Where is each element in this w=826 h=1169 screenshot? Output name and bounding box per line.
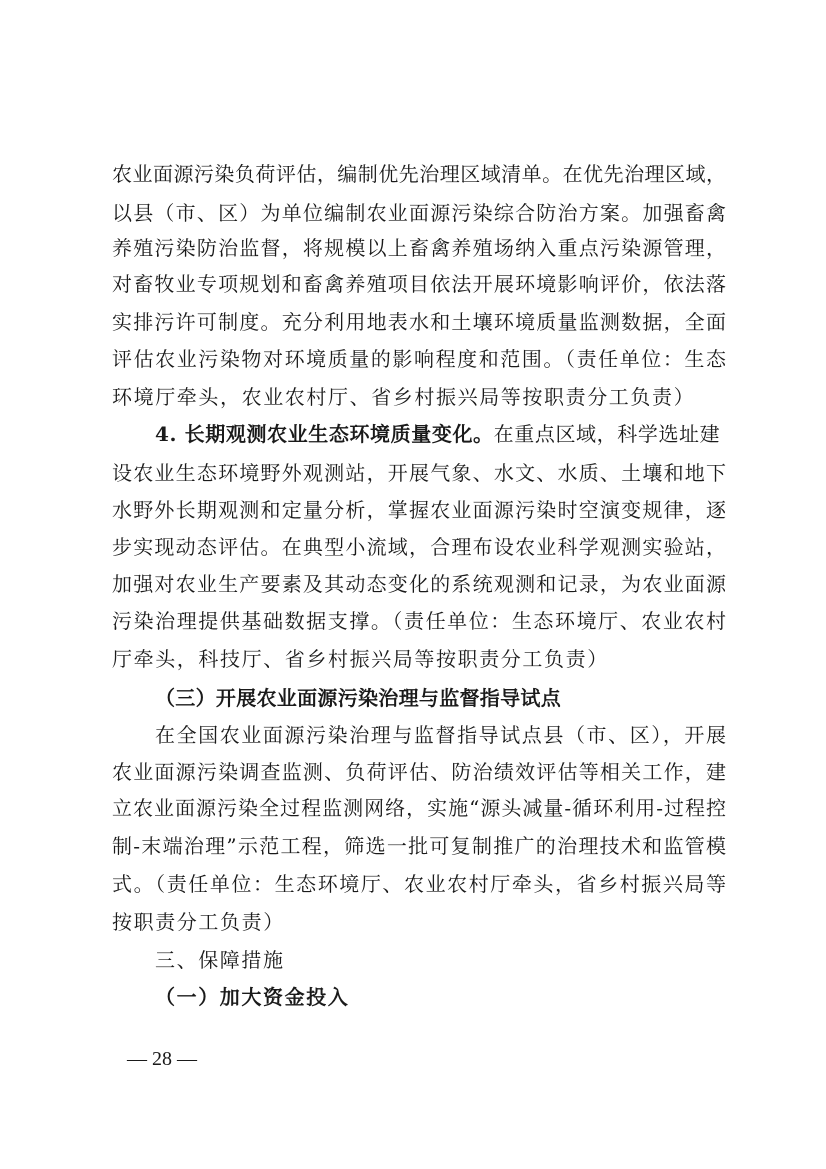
item4-first-line (155, 421, 726, 447)
section-heading: 三、保障措施 (155, 948, 285, 972)
subsection-heading: （一）加大资金投入 (155, 985, 350, 1009)
paragraph-line: 立农业面源污染全过程监测网络，实施“源头减量-循环利用-过程控 (112, 796, 726, 820)
paragraph-line: 污染治理提供基础数据支撑。（责任单位：生态环境厅、农业农村 (112, 609, 726, 633)
paragraph-line: 在全国农业面源污染治理与监督指导试点县（市、区），开展 (155, 723, 726, 747)
item4-first-rest: 在重点区域，科学选址建 (493, 422, 721, 446)
paragraph-line: 按职责分工负责） (112, 910, 285, 934)
paragraph-line: 式。（责任单位：生态环境厅、农业农村厅牵头，省乡村振兴局等 (112, 872, 726, 896)
paragraph-line: 加强对农业生产要素及其动态变化的系统观测和记录，为农业面源 (112, 572, 726, 596)
item4-heading: 4. 长期观测农业生态环境质量变化。 (155, 422, 494, 446)
paragraph-line: 农业面源污染负荷评估，编制优先治理区域清单。在优先治理区域， (112, 162, 726, 186)
paragraph-line: 对畜牧业专项规划和畜禽养殖项目依法开展环境影响评价，依法落 (112, 272, 726, 296)
paragraph-line: 制-末端治理”示范工程，筛选一批可复制推广的治理技术和监管模 (112, 834, 726, 858)
paragraph-line: 厅牵头，科技厅、省乡村振兴局等按职责分工负责） (112, 647, 609, 671)
section-heading: （三）开展农业面源污染治理与监督指导试点 (155, 686, 561, 710)
paragraph-line: 水野外长期观测和定量分析，掌握农业面源污染时空演变规律，逐 (112, 498, 726, 522)
paragraph-line: 设农业生态环境野外观测站，开展气象、水文、水质、土壤和地下 (112, 461, 726, 485)
paragraph-line: 养殖污染防治监督，将规模以上畜禽养殖场纳入重点污染源管理， (112, 236, 726, 260)
paragraph-line: 评估农业污染物对环境质量的影响程度和范围。（责任单位：生态 (112, 347, 726, 371)
paragraph-line: 环境厅牵头，农业农村厅、省乡村振兴局等按职责分工负责） (112, 385, 696, 409)
page-number: — 28 — (127, 1048, 197, 1070)
paragraph-line: 步实现动态评估。在典型小流域，合理布设农业科学观测实验站， (112, 535, 726, 559)
paragraph-line: 农业面源污染调查监测、负荷评估、防治绩效评估等相关工作，建 (112, 760, 726, 784)
paragraph-line: 实排污许可制度。充分利用地表水和土壤环境质量监测数据，全面 (112, 310, 726, 334)
paragraph-line: 以县（市、区）为单位编制农业面源污染综合防治方案。加强畜禽 (112, 201, 726, 225)
